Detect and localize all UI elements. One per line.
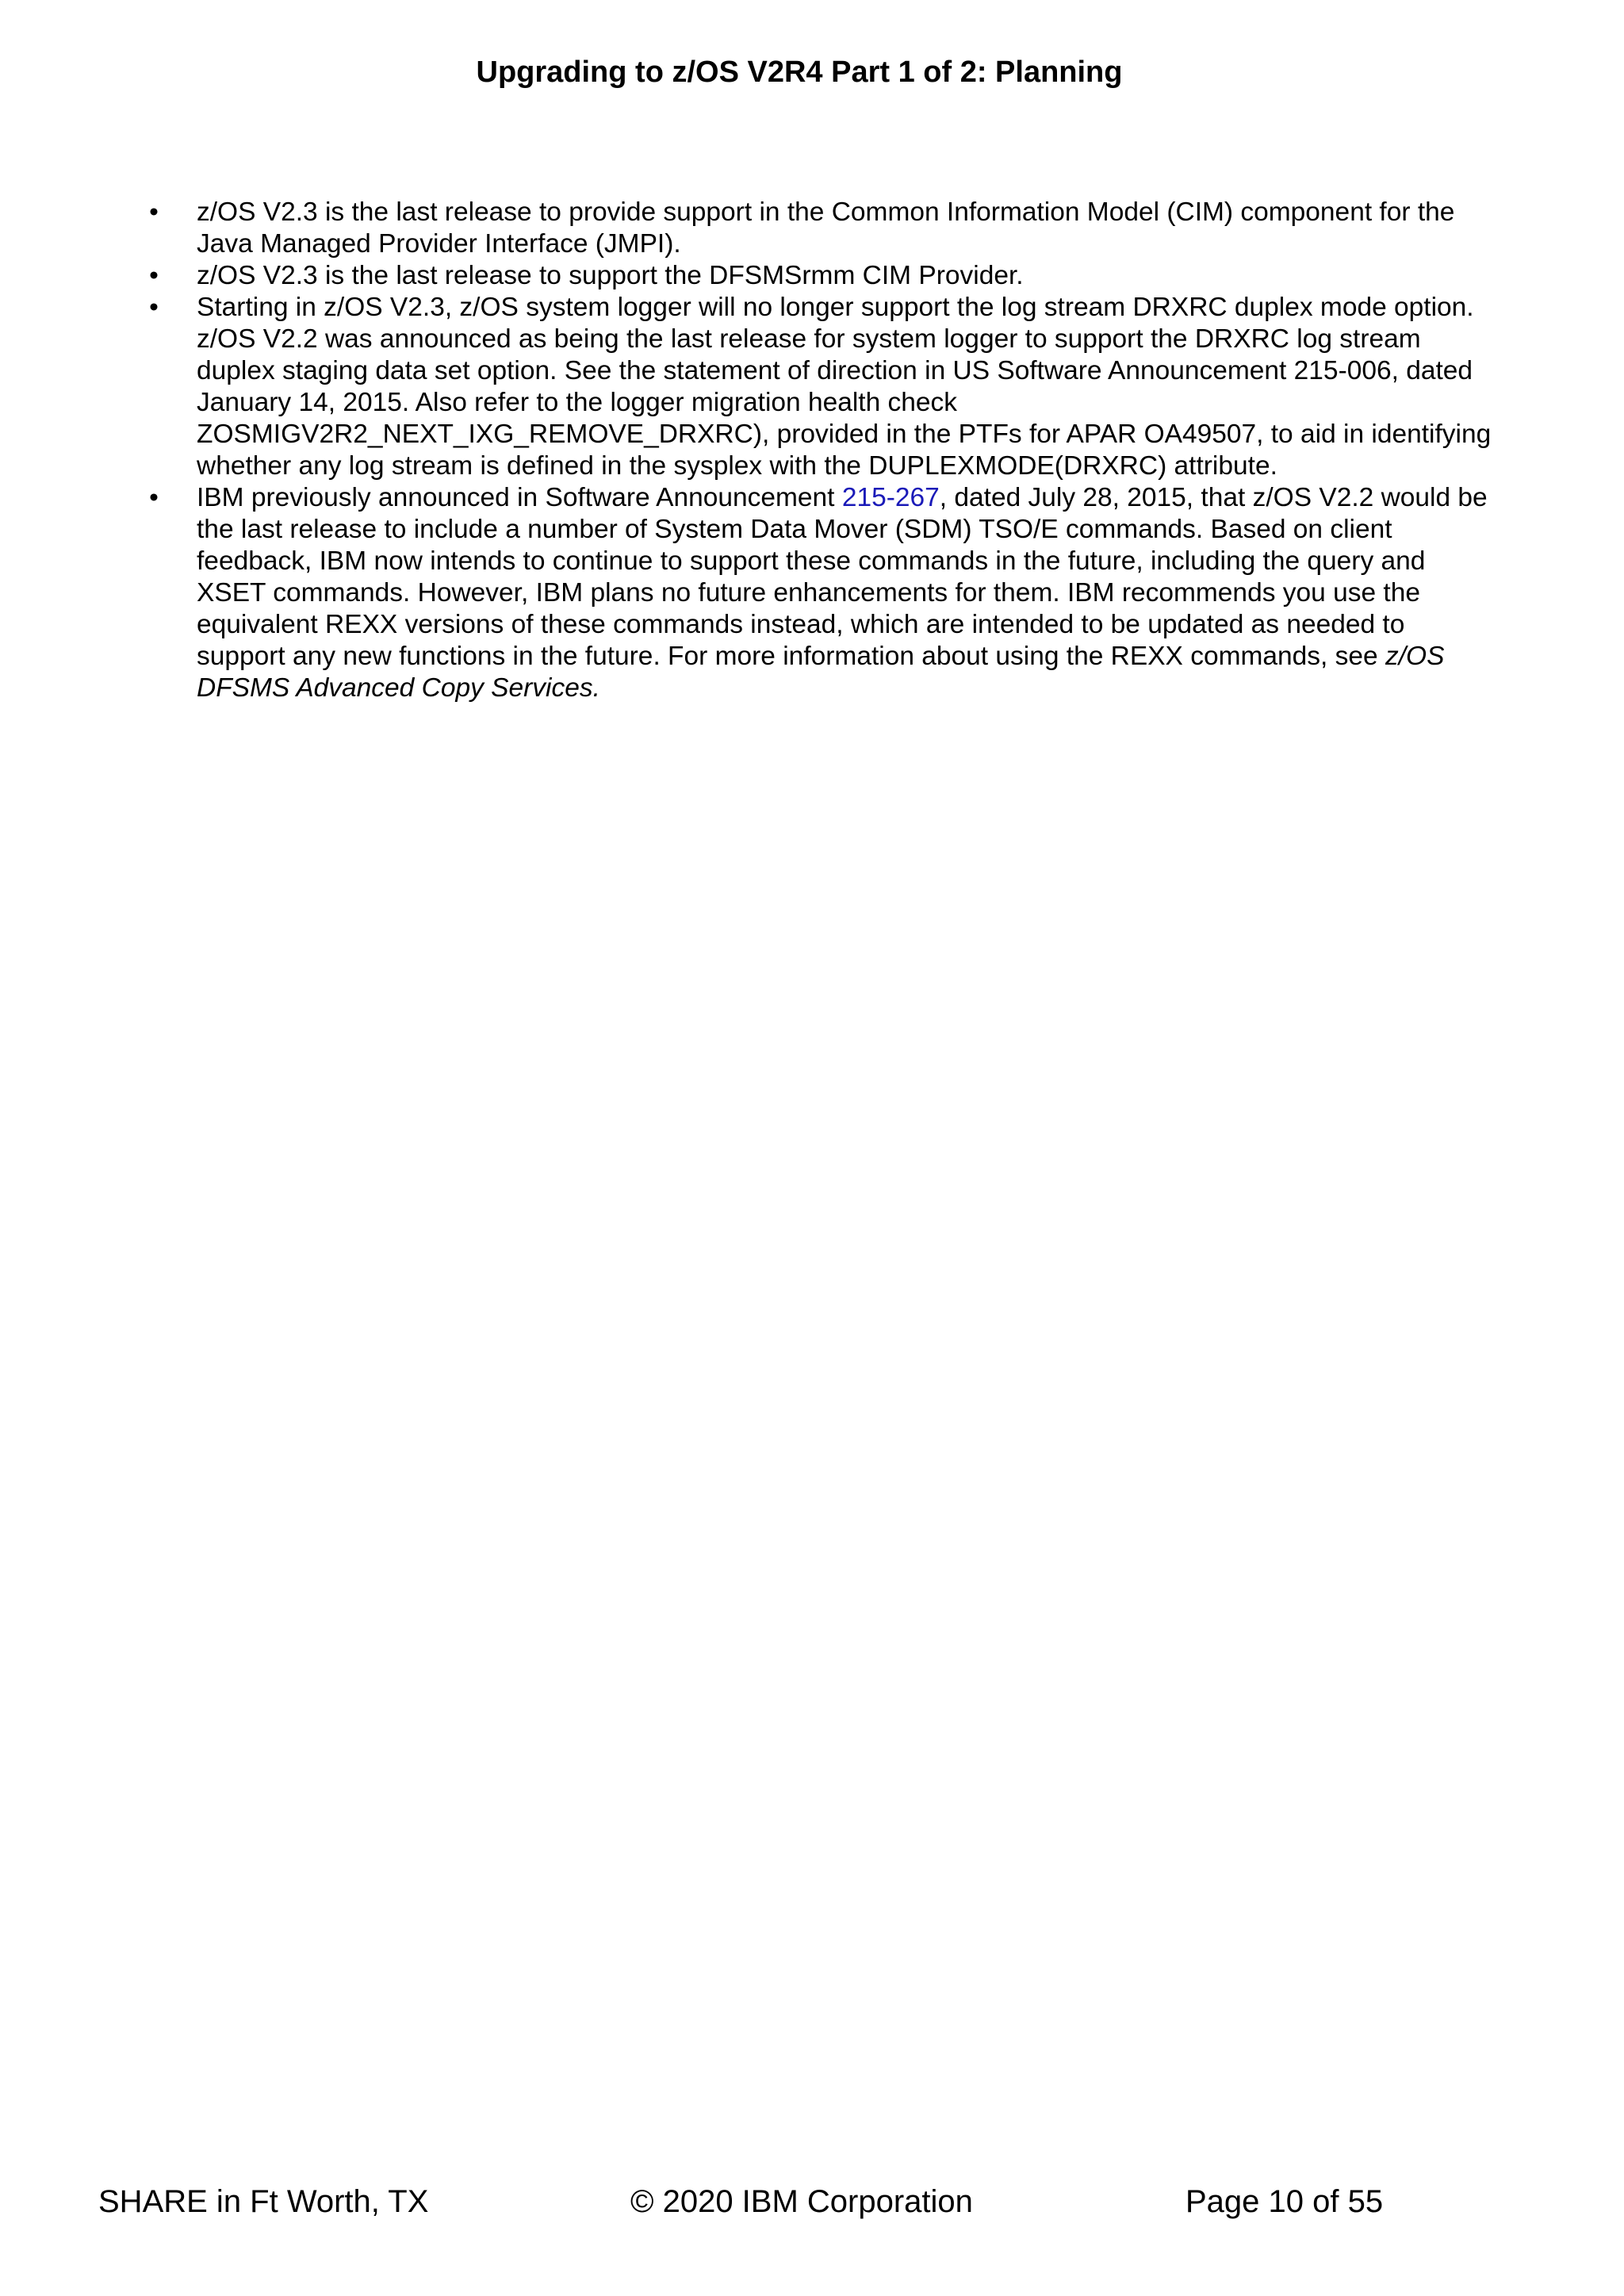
list-item xyxy=(146,260,1494,292)
bullet-icon: • xyxy=(149,483,159,512)
bullet-icon: • xyxy=(149,197,159,227)
bullet-icon: • xyxy=(149,261,159,290)
publication-reference: z/OS DFSMS Advanced Copy Services. xyxy=(197,642,1445,703)
bullet-text-before-link: IBM previously announced in Software Announcement xyxy=(197,483,842,512)
announcement-link[interactable]: 215-267 xyxy=(841,483,940,512)
footer-event: SHARE in Ft Worth, TX xyxy=(98,2184,429,2219)
list-item xyxy=(146,292,1494,482)
bullet-icon: • xyxy=(149,293,159,322)
list-item xyxy=(146,197,1494,260)
footer-copyright: © 2020 IBM Corporation xyxy=(630,2184,973,2219)
bullet-text: z/OS V2.3 is the last release to provide support in the Common Information Model (CIM) component for the Java Managed Provider Interface (JMPI). xyxy=(197,197,1455,259)
bullet-text: Starting in z/OS V2.3, z/OS system logger will no longer support the log stream DRXRC duplex mode option. z/OS V2.2 was announced as being the last release for system logger to support the DRXRC log stream duplex staging data set option. See the statement of direction in US Software Announcement 215-006, dated January 14, 2015. Also refer to the logger migration health check ZOSMIGV2R2_NEXT_IXG_REMOVE_DRXRC), provided in the PTFs for APAR OA49507, to aid in identifying whether any log stream is defined in the sysplex with the DUPLEXMODE(DRXRC) attribute. xyxy=(197,293,1492,481)
page-title: Upgrading to z/OS V2R4 Part 1 of 2: Planning xyxy=(476,56,1123,89)
bullet-text-after-link: , dated July 28, 2015, that z/OS V2.2 would be the last release to include a number of System Data Mover (SDM) TSO/E commands. Based on client feedback, IBM now intends to continue to support these commands in the future, including the query and XSET commands. However, IBM plans no future enhancements for them. IBM recommends you use the equivalent REXX versions of these commands instead, which are intended to be updated as needed to support any new functions in the future. For more information about using the REXX commands, see xyxy=(197,483,1488,671)
list-item xyxy=(146,482,1494,704)
bullet-list xyxy=(146,197,1494,704)
bullet-text: z/OS V2.3 is the last release to support the DFSMSrmm CIM Provider. xyxy=(197,261,1024,290)
footer-page-number: Page 10 of 55 xyxy=(1185,2184,1384,2219)
